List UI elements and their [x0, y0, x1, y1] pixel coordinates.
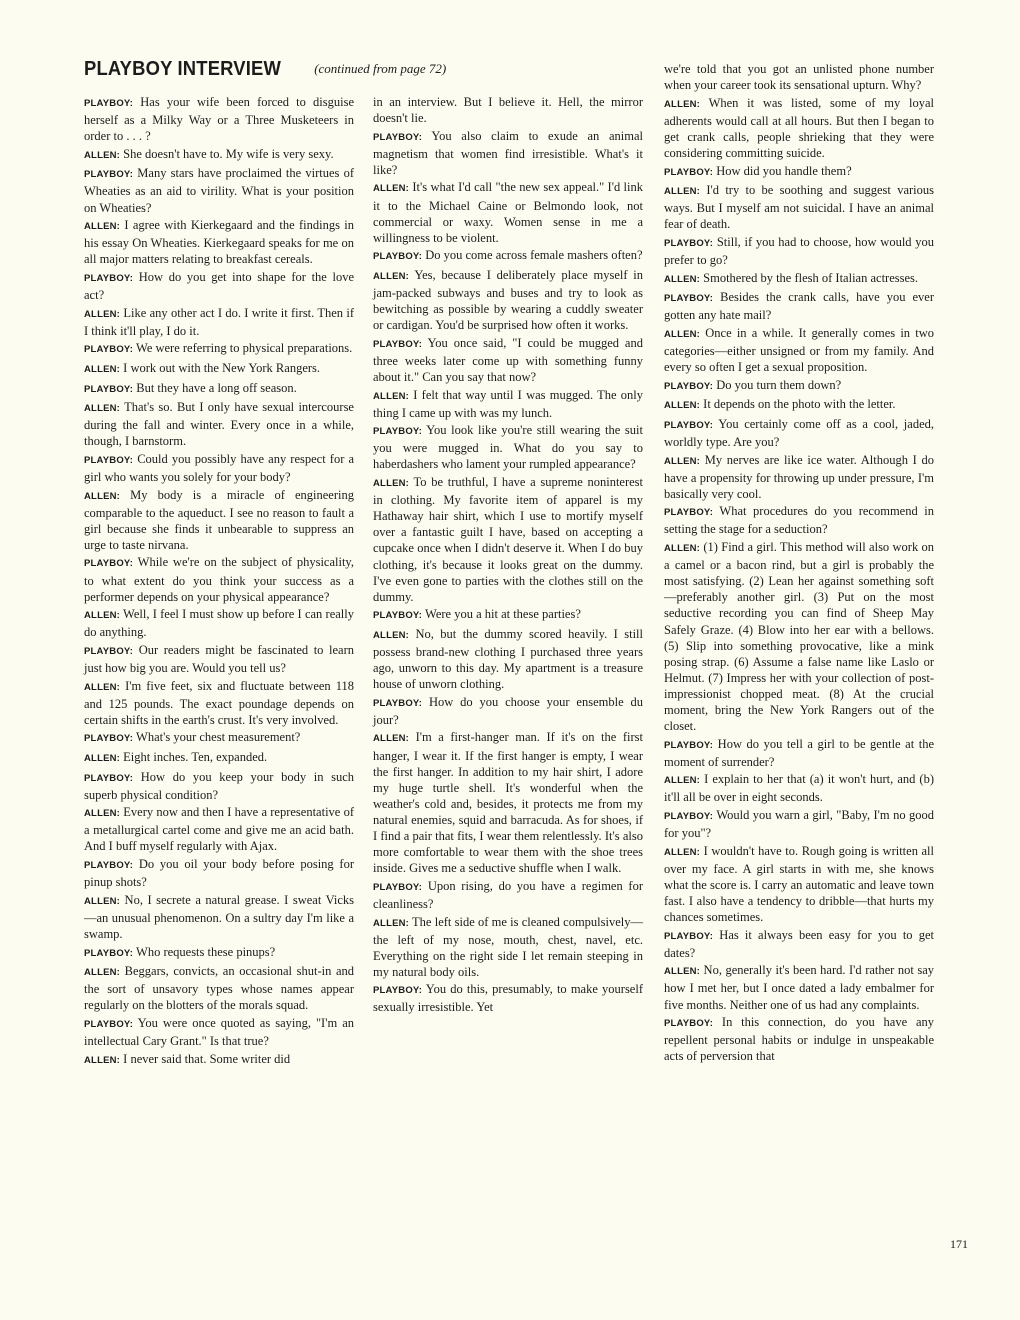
speaker-label: PLAYBOY: [664, 237, 714, 249]
speaker-label: ALLEN: [84, 1054, 121, 1066]
interview-paragraph [84, 606, 354, 640]
speaker-label: PLAYBOY: [664, 419, 714, 431]
interview-paragraph [664, 270, 934, 288]
paragraph-text: Would you warn a girl, "Baby, I'm no good for you"? [664, 808, 935, 841]
speaker-label: ALLEN: [373, 270, 410, 282]
paragraph-text: In this connection, do you have any repellent personal habits or indulge in unspeakable acts of perversion that [664, 1015, 934, 1064]
speaker-label: PLAYBOY: [373, 338, 423, 350]
speaker-label: ALLEN: [84, 752, 121, 764]
paragraph-text: I'm a first-hanger man. If it's on the first hanger, I wear it. If the first hanger is empty, I wear the first hanger. In addition to my hair shirt, I adore my huge turtle shell. It's wonderful when the weather's cold and, besides, it protects me from my natural enemies, squid and barracuda. As for shoes, if I find a pair that fits, I wear them relentlessly. It's also more comfortable to wear them with the shoe trees inside. Gives me a seductive shuffle when I walk. [373, 730, 643, 876]
interview-paragraph [84, 749, 354, 767]
speaker-label: ALLEN: [664, 328, 701, 340]
interview-paragraph [84, 340, 354, 358]
interview-paragraph [84, 94, 354, 144]
paragraph-text: What's your chest measurement? [136, 730, 301, 745]
paragraph-text: Do you come across female mashers often? [425, 248, 643, 263]
speaker-label: PLAYBOY: [373, 610, 423, 622]
interview-paragraph [664, 807, 934, 841]
interview-paragraph [84, 1015, 354, 1049]
text-column-2 [373, 94, 643, 1017]
speaker-label: ALLEN: [84, 221, 121, 233]
paragraph-text: Still, if you had to choose, how would you prefer to go? [664, 234, 934, 268]
interview-paragraph [664, 843, 934, 925]
speaker-label: PLAYBOY: [84, 1018, 134, 1030]
paragraph-text: Upon rising, do you have a regimen for cleanliness? [373, 878, 643, 911]
speaker-label: PLAYBOY: [84, 772, 134, 784]
speaker-label: ALLEN: [84, 403, 121, 415]
paragraph-text: You also claim to exude an animal magnetism that women find irresistible. What's it like? [373, 128, 644, 177]
paragraph-text: She doesn't have to. My wife is very sexy. [123, 146, 334, 161]
paragraph-text: How did you handle them? [716, 163, 852, 178]
speaker-label: PLAYBOY: [664, 811, 714, 823]
interview-paragraph [664, 962, 934, 1012]
interview-paragraph [84, 305, 354, 339]
speaker-label: ALLEN: [664, 400, 701, 412]
speaker-label: PLAYBOY: [84, 454, 134, 466]
interview-paragraph [373, 267, 643, 333]
interview-paragraph [373, 474, 643, 605]
interview-paragraph [84, 729, 354, 747]
paragraph-text: in an interview. But I believe it. Hell, the mirror doesn't lie. [373, 95, 643, 126]
speaker-label: ALLEN: [373, 629, 410, 641]
speaker-label: ALLEN: [373, 183, 410, 195]
paragraph-text: You once said, "I could be mugged and three weeks later come up with something funny about it." Can you say that now? [373, 335, 643, 384]
interview-paragraph [373, 94, 643, 126]
page-header [84, 58, 584, 88]
speaker-label: PLAYBOY: [664, 293, 714, 305]
paragraph-text: What procedures do you recommend in setting the stage for a seduction? [664, 504, 934, 537]
speaker-label: ALLEN: [664, 966, 701, 978]
interview-paragraph [373, 335, 643, 385]
speaker-label: ALLEN: [84, 363, 121, 375]
paragraph-text: Who requests these pinups? [136, 944, 276, 959]
paragraph-text: we're told that you got an unlisted phone number when your career took its sensational upturn. Why? [664, 62, 934, 93]
speaker-label: ALLEN: [84, 308, 121, 320]
paragraph-text: How do you keep your body in such superb physical condition? [84, 769, 355, 802]
interview-paragraph [664, 234, 934, 268]
paragraph-text: Has it always been easy for you to get dates? [664, 927, 934, 960]
speaker-label: PLAYBOY: [664, 507, 714, 519]
interview-paragraph [84, 269, 354, 303]
speaker-label: PLAYBOY: [84, 169, 134, 181]
speaker-label: ALLEN: [84, 681, 121, 693]
paragraph-text: Every now and then I have a representative of a metallurgical cartel come and give me an acid bath. And I buff myself regularly with Ajax. [84, 805, 355, 854]
interview-paragraph [664, 61, 934, 93]
paragraph-text: The left side of me is cleaned compulsively—the left of my nose, mouth, chest, navel, etc. Everything on the right side I let remain steeping in my natural body oils. [373, 914, 643, 979]
interview-paragraph [373, 914, 643, 980]
interview-paragraph [664, 182, 934, 232]
speaker-label: ALLEN: [84, 490, 121, 502]
paragraph-text: Well, I feel I must show up before I can really do anything. [84, 607, 354, 640]
paragraph-text: My body is a miracle of engineering comparable to the aqueduct. I see no reason to fault a girl because she finds it unbearable to suppress an urge to taste nirvana. [84, 487, 354, 552]
interview-paragraph [84, 678, 354, 728]
paragraph-text: I wouldn't have to. Rough going is written all over my face. A girl starts in with me, she knows what the score is. I carry an automatic and leave town fast. I also have a tendency to dribble—that hurts my chances sometimes. [664, 843, 935, 925]
text-column-3 [664, 61, 934, 1066]
speaker-label: PLAYBOY: [664, 380, 714, 392]
interview-paragraph [84, 642, 354, 676]
interview-paragraph [84, 944, 354, 962]
paragraph-text: Has your wife been forced to disguise herself as a Milky Way or a Three Musketeers in order to . . . ? [84, 95, 355, 144]
interview-paragraph [84, 769, 354, 803]
header-continued-note: (continued from page 72) [314, 61, 447, 76]
paragraph-text: I felt that way until I was mugged. The only thing I came up with was my lunch. [373, 387, 643, 420]
speaker-label: PLAYBOY: [373, 426, 423, 438]
interview-paragraph [373, 247, 643, 265]
speaker-label: PLAYBOY: [84, 558, 134, 570]
paragraph-text: Yes, because I deliberately place myself in jam-packed subways and buses and try to look as bewitching as possible by wearing a cuddly sweater or cardigan. You'd be surprised how often it works. [373, 267, 643, 333]
interview-paragraph [664, 325, 934, 375]
interview-paragraph [84, 856, 354, 890]
speaker-label: PLAYBOY: [373, 985, 423, 997]
speaker-label: ALLEN: [84, 610, 121, 622]
speaker-label: ALLEN: [664, 543, 701, 555]
interview-paragraph [664, 95, 934, 161]
interview-paragraph [664, 771, 934, 805]
speaker-label: PLAYBOY: [664, 739, 714, 751]
interview-paragraph [84, 554, 354, 604]
paragraph-text: I never said that. Some writer did [123, 1051, 291, 1066]
paragraph-text: Smothered by the flesh of Italian actresses. [703, 270, 919, 285]
header-title: PLAYBOY INTERVIEW [84, 58, 282, 80]
paragraph-text: You were once quoted as saying, "I'm an intellectual Cary Grant." Is that true? [84, 1015, 354, 1048]
paragraph-text: (1) Find a girl. This method will also work on a camel or a bacon rind, but a girl is probably the most satisfying. (2) Lean her against something soft—preferably another girl. (3) Put on the most seductive recording you can find of Sheep May Safely Graze. (4) Blow into her ear with a bellows. (5) Slip into something provocative, like a mink posing strap. (6) Assume a false name like Laslo or Helmut. (7) Impress her with your collection of post-impressionist chopped meat. (8) At the crucial moment, bring the New York Rangers out of the closet. [664, 540, 935, 734]
paragraph-text: Many stars have proclaimed the virtues of Wheaties as an aid to virility. What is your position on Wheaties? [84, 166, 354, 215]
interview-paragraph [84, 380, 354, 398]
interview-paragraph [664, 163, 934, 181]
interview-paragraph [373, 606, 643, 624]
speaker-label: ALLEN: [84, 808, 121, 820]
interview-paragraph [84, 360, 354, 378]
paragraph-text: No, but the dummy scored heavily. I still possess brand-new clothing I purchased three years ago, unworn to this day. My apartment is a treasure house of unworn clothing. [373, 626, 643, 692]
interview-paragraph [664, 1014, 934, 1064]
paragraph-text: Our readers might be fascinated to learn just how big you are. Would you tell us? [84, 642, 354, 675]
speaker-label: PLAYBOY: [84, 860, 134, 872]
paragraph-text: My nerves are like ice water. Although I do have a propensity for throwing up under pressure, I'm basically very cool. [664, 452, 934, 501]
interview-paragraph [373, 694, 643, 728]
speaker-label: ALLEN: [664, 98, 701, 110]
paragraph-text: No, I secrete a natural grease. I sweat Vicks—an unusual phenomenon. On a sultry day I'm like a swamp. [84, 892, 354, 941]
interview-paragraph [664, 452, 934, 502]
interview-paragraph [664, 416, 934, 450]
interview-paragraph [373, 179, 643, 245]
speaker-label: PLAYBOY: [84, 344, 134, 356]
paragraph-text: Could you possibly have any respect for a girl who wants you solely for your body? [84, 451, 354, 484]
speaker-label: PLAYBOY: [664, 930, 714, 942]
paragraph-text: Do you oil your body before posing for pinup shots? [84, 857, 354, 890]
speaker-label: PLAYBOY: [84, 383, 134, 395]
interview-paragraph [84, 1051, 354, 1069]
interview-paragraph [664, 927, 934, 961]
interview-paragraph [664, 289, 934, 323]
paragraph-text: Like any other act I do. I write it first. Then if I think it'll play, I do it. [84, 305, 355, 338]
paragraph-text: I work out with the New York Rangers. [123, 360, 321, 375]
interview-paragraph [84, 146, 354, 164]
paragraph-text: It's what I'd call "the new sex appeal." I'd link it to the Michael Caine or Belmondo look, not commercial or waxy. Women sense in me a willingness to be violent. [373, 180, 644, 245]
interview-paragraph [664, 377, 934, 395]
interview-paragraph [664, 503, 934, 537]
interview-paragraph [373, 878, 643, 912]
interview-paragraph [84, 892, 354, 942]
paragraph-text: Eight inches. Ten, expanded. [123, 749, 268, 764]
paragraph-text: No, generally it's been hard. I'd rather not say how I met her, but I once dated a lady embalmer for five months. Neither one of us had any complaints. [664, 963, 935, 1012]
paragraph-text: When it was listed, some of my loyal adherents would call at all hours. But then I began to get crank calls, people shrieking that they were considering committing suicide. [664, 95, 935, 160]
interview-paragraph [373, 626, 643, 692]
speaker-label: PLAYBOY: [84, 645, 134, 657]
text-column-1 [84, 94, 354, 1070]
paragraph-text: We were referring to physical preparations. [136, 341, 353, 356]
speaker-label: PLAYBOY: [664, 1018, 714, 1030]
interview-paragraph [373, 422, 643, 472]
interview-paragraph [84, 217, 354, 267]
interview-paragraph [84, 804, 354, 854]
paragraph-text: Were you a hit at these parties? [425, 607, 581, 622]
speaker-label: ALLEN: [664, 186, 701, 198]
paragraph-text: I'm five feet, six and fluctuate between 118 and 125 pounds. The exact poundage depends on certain shifts in the earth's crust. It's very involved. [84, 678, 354, 727]
paragraph-text: You certainly come off as a cool, jaded, worldly type. Are you? [664, 416, 934, 449]
paragraph-text: But they have a long off season. [136, 380, 297, 395]
speaker-label: ALLEN: [373, 917, 410, 929]
interview-paragraph [664, 539, 934, 734]
interview-paragraph [664, 736, 934, 770]
interview-paragraph [664, 396, 934, 414]
speaker-label: PLAYBOY: [373, 251, 423, 263]
paragraph-text: I explain to her that (a) it won't hurt, and (b) it'll all be over in eight seconds. [664, 772, 934, 805]
speaker-label: PLAYBOY: [84, 272, 134, 284]
paragraph-text: You do this, presumably, to make yourself sexually irresistible. Yet [373, 982, 643, 1015]
paragraph-text: While we're on the subject of physicality, to what extent do you think your success as a performer depends on your physical appearance? [84, 555, 354, 604]
paragraph-text: To be truthful, I have a supreme noninterest in clothing. My favorite item of apparel is my Hathaway hair shirt, which I use to mortify myself over a fantastic guilt I have, based on accepting a cupcake once when I didn't deserve it. When I do buy clothing, it's because it looks great on the dummy. I've even gone to parties with the clothes still on the dummy. [373, 475, 644, 604]
paragraph-text: How do you choose your ensemble du jour? [373, 694, 643, 727]
speaker-label: PLAYBOY: [84, 947, 134, 959]
speaker-label: ALLEN: [373, 390, 410, 402]
speaker-label: ALLEN: [664, 775, 701, 787]
paragraph-text: I agree with Kierkegaard and the findings in his essay On Wheaties. Kierkegaard speaks for me on all major matters relating to breakfast cereals. [84, 218, 354, 267]
page-number: 171 [950, 1237, 968, 1251]
paragraph-text: That's so. But I only have sexual intercourse during the fall and winter. Every once in a while, though, I barnstorm. [84, 400, 354, 449]
speaker-label: ALLEN: [84, 967, 121, 979]
interview-paragraph [373, 729, 643, 876]
interview-paragraph [84, 487, 354, 553]
speaker-label: ALLEN: [84, 895, 121, 907]
paragraph-text: I'd try to be soothing and suggest various ways. But I myself am not suicidal. I have an animal fear of death. [664, 183, 934, 232]
speaker-label: ALLEN: [373, 733, 410, 745]
paragraph-text: You look like you're still wearing the suit you were mugged in. What do you say to haberdashers who lament your rumpled appearance? [373, 423, 643, 472]
interview-paragraph [84, 399, 354, 449]
speaker-label: ALLEN: [373, 478, 410, 490]
speaker-label: PLAYBOY: [373, 131, 423, 143]
speaker-label: ALLEN: [664, 455, 701, 467]
interview-paragraph [373, 387, 643, 421]
interview-paragraph [373, 981, 643, 1015]
interview-paragraph [84, 963, 354, 1013]
speaker-label: PLAYBOY: [373, 881, 423, 893]
paragraph-text: Beggars, convicts, an occasional shut-in and the sort of unsavory types whose names appear regularly on the blotters of the morals squad. [84, 964, 354, 1013]
speaker-label: PLAYBOY: [373, 697, 423, 709]
interview-paragraph [373, 128, 643, 178]
paragraph-text: How do you tell a girl to be gentle at the moment of surrender? [664, 736, 934, 769]
speaker-label: PLAYBOY: [84, 98, 134, 109]
paragraph-text: Once in a while. It generally comes in two categories—either unsigned or from my family. And every so often I get a sexual proposition. [664, 325, 935, 375]
speaker-label: PLAYBOY: [664, 166, 714, 178]
paragraph-text: Besides the crank calls, have you ever gotten any hate mail? [664, 290, 934, 323]
speaker-label: ALLEN: [664, 846, 701, 858]
speaker-label: PLAYBOY: [84, 733, 134, 745]
paragraph-text: Do you turn them down? [716, 377, 842, 392]
paragraph-text: It depends on the photo with the letter. [703, 397, 896, 412]
speaker-label: ALLEN: [84, 149, 121, 161]
interview-paragraph [84, 451, 354, 485]
paragraph-text: How do you get into shape for the love act? [84, 269, 355, 303]
speaker-label: ALLEN: [664, 273, 701, 285]
interview-paragraph [84, 165, 354, 215]
